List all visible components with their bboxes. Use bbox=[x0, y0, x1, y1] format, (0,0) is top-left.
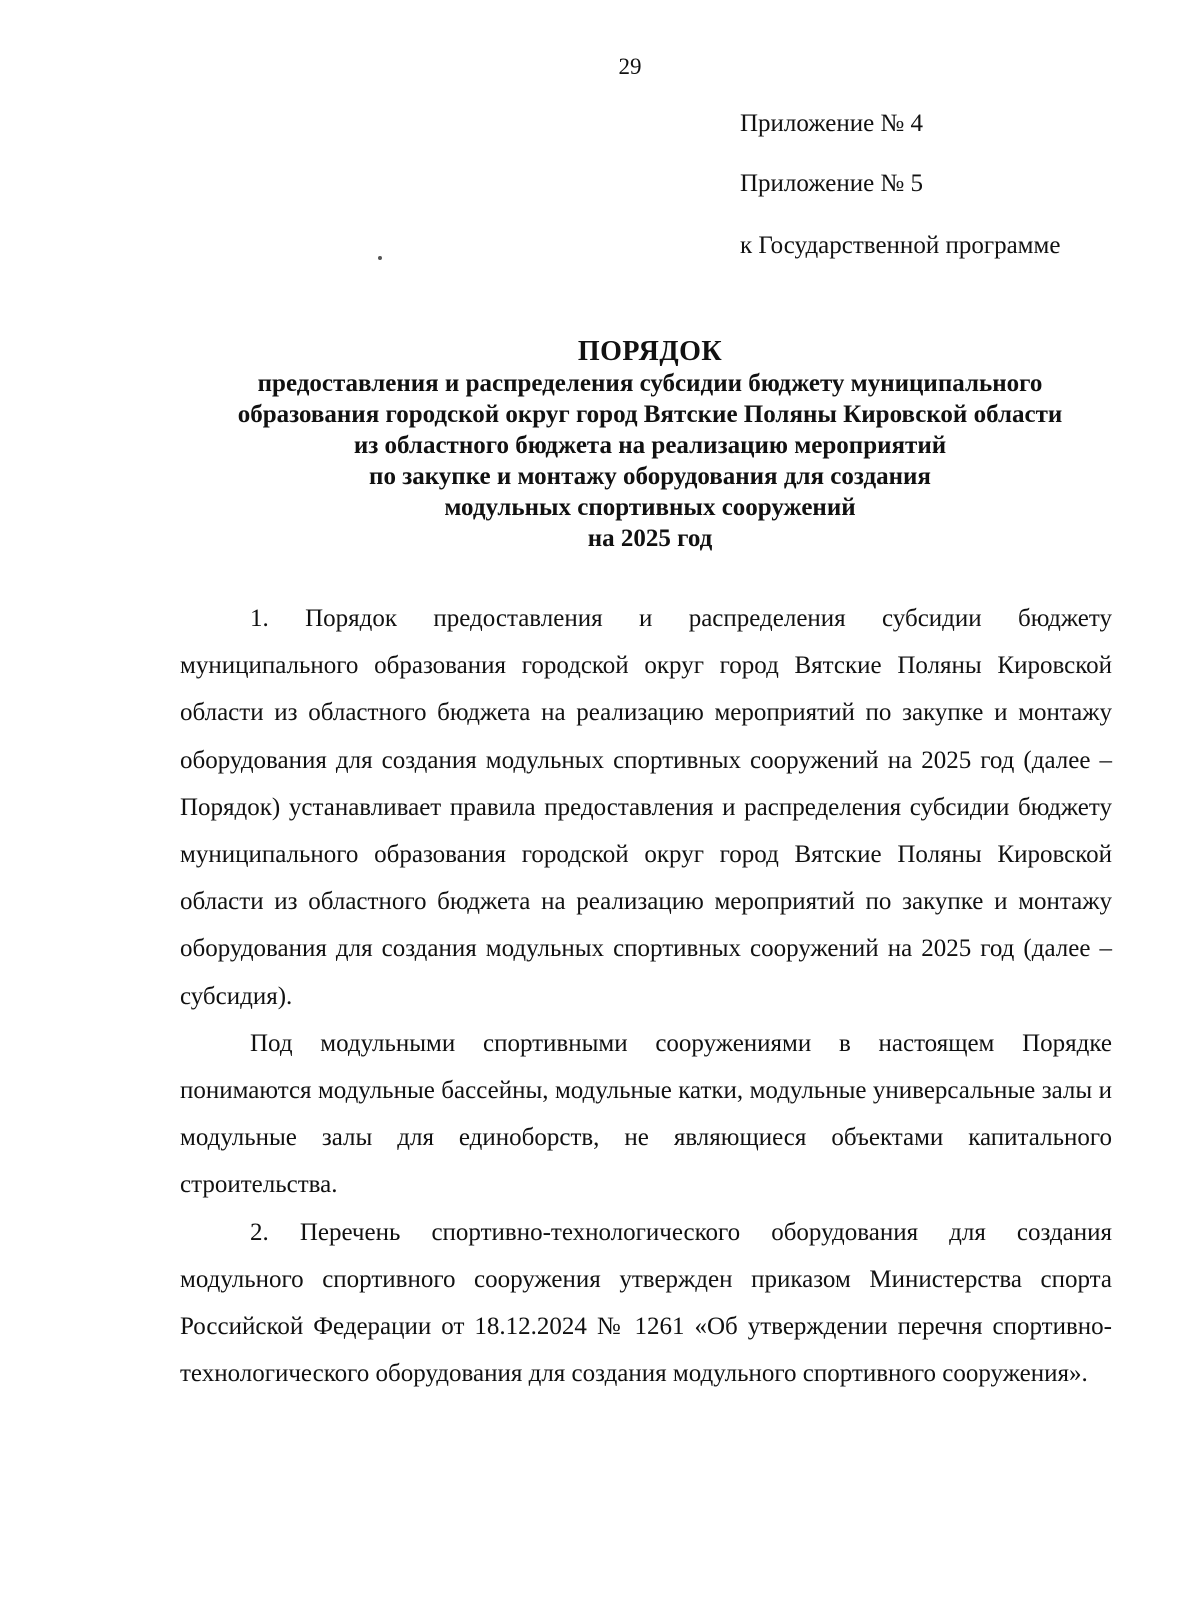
title-line: из областного бюджета на реализацию мероприятий bbox=[353, 432, 947, 459]
title-line: по закупке и монтажу оборудования для создания bbox=[369, 463, 931, 490]
annex-reference: к Государственной программе bbox=[740, 232, 1061, 259]
document-body bbox=[180, 595, 1112, 1397]
scan-speck bbox=[378, 256, 382, 260]
title-line: модульных спортивных сооружений bbox=[444, 494, 856, 521]
paragraph-3: 2. Перечень спортивно-технологического оборудования для создания модульного спортивного сооружения утвержден приказом Министерства спорта Российской Федерации от 18.12.2024 № 1261 «Об утверждении перечня спортивно-технологического оборудования для создания модульного спортивного сооружения». bbox=[180, 1218, 1112, 1388]
page-number: 29 bbox=[618, 54, 642, 79]
annex-4-label: Приложение № 4 bbox=[740, 110, 924, 137]
title-line: образования городской округ город Вятские Поляны Кировской области bbox=[237, 401, 1063, 428]
title-main: ПОРЯДОК bbox=[577, 336, 723, 367]
title-line: предоставления и распределения субсидии бюджету муниципального bbox=[257, 370, 1043, 397]
annex-5-label: Приложение № 5 bbox=[740, 170, 924, 197]
title-line: на 2025 год bbox=[587, 525, 713, 552]
paragraph-2: Под модульными спортивными сооружениями в настоящем Порядке понимаются модульные бассейны, модульные катки, модульные универсальные залы и модульные залы для единоборств, не являющиеся объектами капитального строительства. bbox=[180, 1029, 1112, 1199]
document-title bbox=[160, 336, 1140, 554]
paragraph-1: 1. Порядок предоставления и распределения субсидии бюджету муниципального образования городской округ город Вятские Поляны Кировской области из областного бюджета на реализацию мероприятий по закупке и монтажу оборудования для создания модульных спортивных сооружений на 2025 год (далее – Порядок) устанавливает правила предоставления и распределения субсидии бюджету муниципального образования городской округ город Вятские Поляны Кировской области из областного бюджета на реализацию мероприятий по закупке и монтажу оборудования для создания модульных спортивных сооружений на 2025 год (далее – субсидия). bbox=[180, 605, 1112, 1010]
